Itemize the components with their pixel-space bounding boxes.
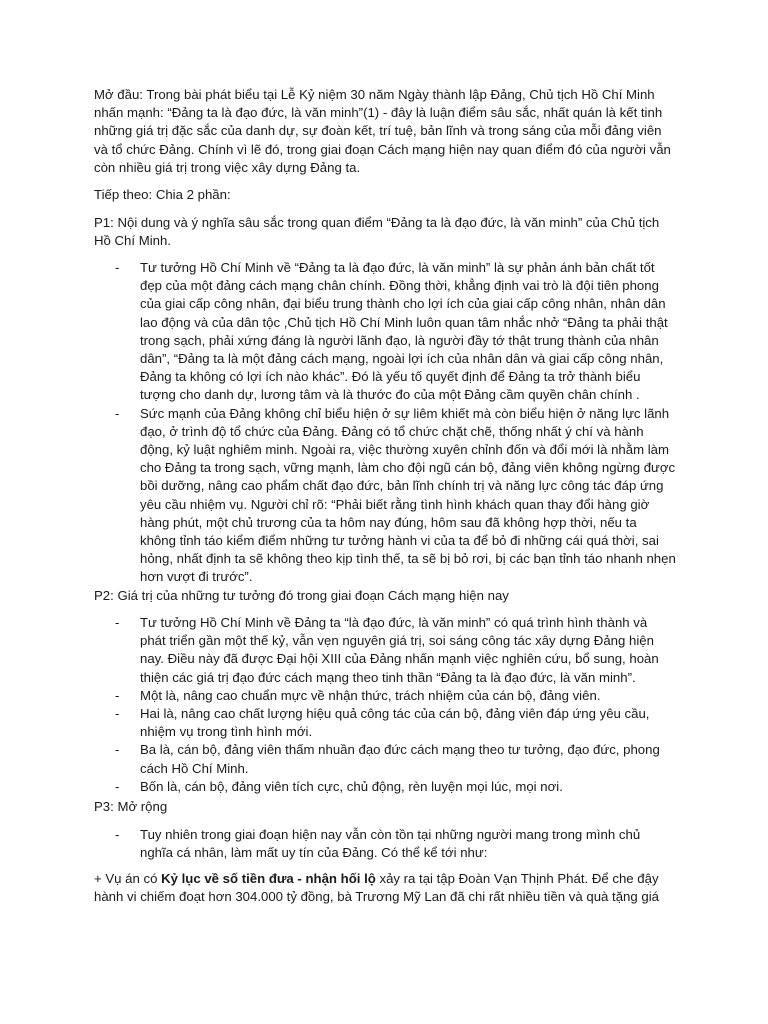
bullet-dash: -: [115, 827, 120, 842]
list-item: [94, 778, 676, 796]
bullet-dash: -: [115, 260, 120, 275]
list-item-text: Sức mạnh của Đảng không chỉ biểu hiện ở sự liêm khiết mà còn biểu hiện ở năng lực lãnh đạo, ở trình độ tổ chức của Đảng. Đảng có tổ chức chặt chẽ, thống nhất ý chí và hành động, kỷ luật nghiêm minh. Ngoài ra, việc thường xuyên chỉnh đốn và đổi mới là nhằm làm cho Đảng ta trong sạch, vững mạnh, làm cho đội ngũ cán bộ, đảng viên không ngừng được bồi dưỡng, nâng cao phẩm chất đạo đức, bản lĩnh chính trị và năng lực công tác đáp ứng yêu cầu nhiệm vụ. Người chỉ rõ: “Phải biết rằng tình hình khách quan thay đổi hàng giờ hàng phút, một chủ trương của ta hôm nay đúng, hôm sau đã không hợp thời, nếu ta không tỉnh táo kiểm điểm những tư tưởng hành vi của ta để bỏ đi những cái quá thời, sai hỏng, nhất định ta sẽ không theo kịp tình thế, ta sẽ bị bỏ rơi, bị các bạn tỉnh táo nhanh nhẹn hơn vượt đi trước”.: [140, 405, 676, 585]
case-prefix: + Vụ án có: [94, 871, 162, 886]
bullet-dash: -: [115, 706, 120, 722]
list-item: [94, 259, 676, 405]
p3-list: [94, 826, 676, 862]
intro-paragraph: Mở đầu: Trong bài phát biểu tại Lễ Kỷ niệm 30 năm Ngày thành lập Đảng, Chủ tịch Hồ Chí Minh nhấn mạnh: “Đảng ta là đạo đức, là văn minh”(1) - đây là luận điểm sâu sắc, nhất quán là kết tinh những giá trị đặc sắc của danh dự, sự đoàn kết, trí tuệ, bản lĩnh và trong sáng của mỗi đảng viên và tổ chức Đảng. Chính vì lẽ đó, trong giai đoạn Cách mạng hiện nay quan điểm đó của người vẫn còn nhiều giá trị trong việc xây dựng Đảng ta.: [94, 87, 671, 175]
case-bold-title: Kỷ lục về số tiền đưa - nhận hối lộ: [161, 871, 376, 886]
p1-list: [94, 259, 676, 587]
p2-list: [94, 614, 676, 796]
list-item-text: Ba là, cán bộ, đảng viên thấm nhuần đạo đức cách mạng theo tư tưởng, đạo đức, phong cách Hồ Chí Minh.: [140, 742, 660, 776]
p1-heading: P1: Nội dung và ý nghĩa sâu sắc trong quan điểm “Đảng ta là đạo đức, là văn minh” của Chủ tịch Hồ Chí Minh.: [94, 215, 660, 249]
bullet-dash: -: [115, 615, 120, 630]
list-item: [94, 741, 676, 777]
list-item-text: Tư tưởng Hồ Chí Minh về Đảng ta “là đạo đức, là văn minh” có quá trình hình thành và phát triển gần một thế kỷ, vẫn vẹn nguyên giá trị, soi sáng công tác xây dựng Đảng hiện nay. Điều này đã được Đại hội XIII của Đảng nhấn mạnh việc nghiên cứu, bổ sung, hoàn thiện các giá trị đạo đức cách mạng theo tinh thần “Đảng ta là đạo đức, là văn minh”.: [140, 615, 659, 685]
list-item: [94, 405, 676, 587]
list-item: [94, 687, 676, 705]
list-item: [94, 826, 676, 862]
list-item: [94, 614, 676, 687]
list-item-text: Tư tưởng Hồ Chí Minh về “Đảng ta là đạo đức, là văn minh” là sự phản ánh bản chất tốt đẹp của một đảng cách mạng chân chính. Đồng thời, khẳng định vai trò là đội tiên phong của giai cấp công nhân, đại biểu trung thành cho lợi ích của giai cấp công nhân, nhân dân lao động và của dân tộc ,Chủ tịch Hồ Chí Minh luôn quan tâm nhắc nhở “Đảng ta phải thật trong sạch, phải xứng đáng là người lãnh đạo, là người đầy tớ thật trung thành của nhân dân”, “Đảng ta là một đảng cách mạng, ngoài lợi ích của nhân dân và giai cấp công nhân, Đảng ta không có lợi ích nào khác”. Đó là yếu tố quyết định để Đảng ta trở thành biểu tượng cho danh dự, lương tâm và là thước đo của một Đảng cầm quyền chân chính .: [140, 260, 668, 403]
bullet-dash: -: [115, 405, 120, 421]
list-item: [94, 705, 676, 741]
case-paragraph: [94, 870, 676, 906]
p3-heading: P3: Mở rộng: [94, 799, 168, 814]
list-item-text: Tuy nhiên trong giai đoạn hiện nay vẫn còn tồn tại những người mang trong mình chủ nghĩa cá nhân, làm mất uy tín của Đảng. Có thể kể tới như:: [140, 827, 641, 861]
list-item-text: Một là, nâng cao chuẩn mực về nhận thức, trách nhiệm của cán bộ, đảng viên.: [140, 687, 601, 703]
bullet-dash: -: [115, 778, 120, 794]
p2-heading: P2: Giá trị của những tư tưởng đó trong giai đoạn Cách mạng hiện nay: [94, 588, 509, 603]
case-rest: xảy ra tại tập Đoàn Vạn Thịnh Phát. Để che đậy hành vi chiếm đoạt hơn 304.000 tỷ đồng, bà Trương Mỹ Lan đã chi rất nhiều tiền và quà tặng giá: [94, 871, 659, 905]
bullet-dash: -: [115, 742, 120, 758]
list-item-text: Hai là, nâng cao chất lượng hiệu quả công tác của cán bộ, đảng viên đáp ứng yêu cầu, nhiệm vụ trong tình hình mới.: [140, 706, 650, 740]
bullet-dash: -: [115, 687, 120, 703]
list-item-text: Bốn là, cán bộ, đảng viên tích cực, chủ động, rèn luyện mọi lúc, mọi nơi.: [140, 778, 563, 794]
outline-line: Tiếp theo: Chia 2 phần:: [94, 187, 231, 202]
